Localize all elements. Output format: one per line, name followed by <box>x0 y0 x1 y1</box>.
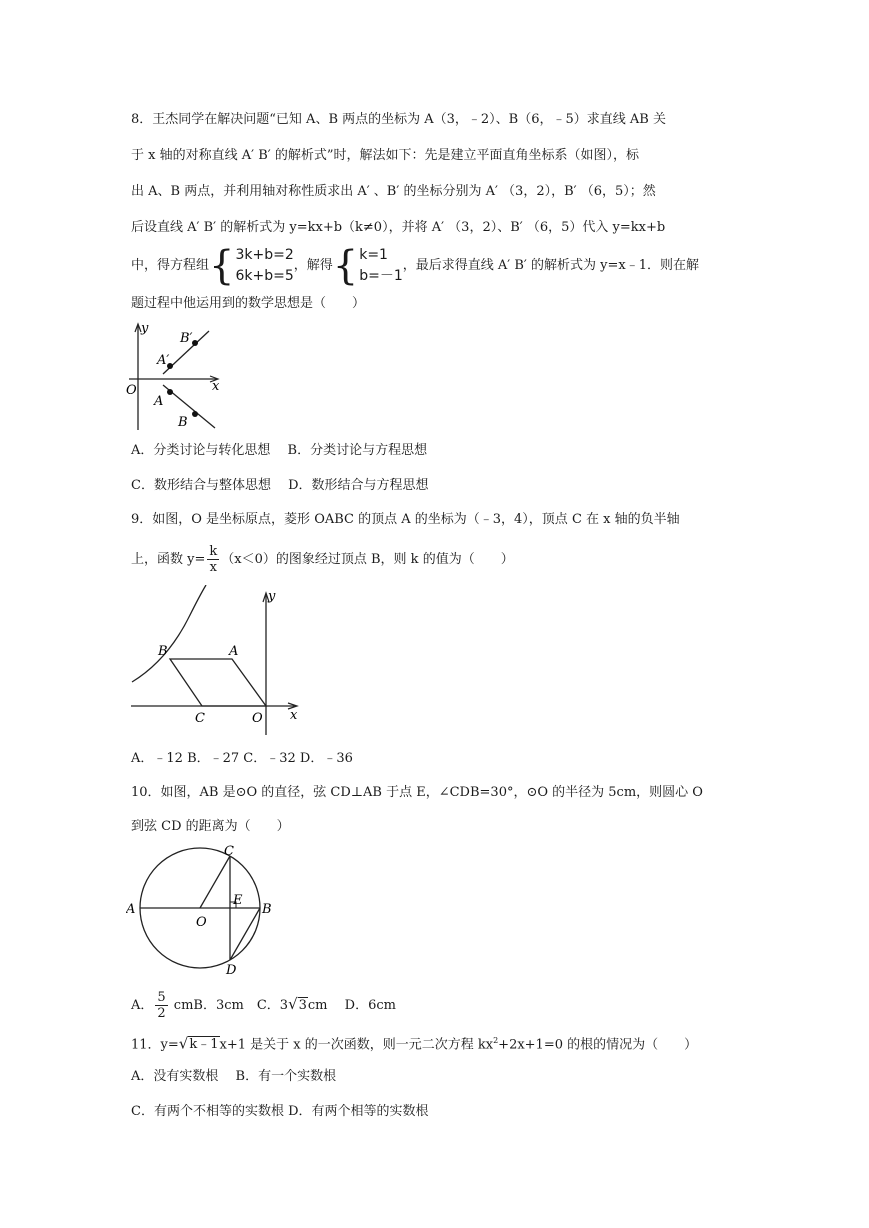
q9-rhombus-figure <box>128 585 306 737</box>
q11-superscript: 2 <box>493 1036 499 1045</box>
q10-line-1: 10．如图，AB 是⊙O 的直径，弦 CD⊥AB 于点 E，∠CDB=30°，⊙O 的半径为 5cm，则圆心 O <box>131 785 703 800</box>
q8-system1-brace: { <box>209 242 235 289</box>
q8-line-6: 题过程中他运用到的数学思想是（ ） <box>131 296 366 311</box>
q11-options-row-2: C．有两个不相等的实数根 D．有两个相等的实数根 <box>131 1104 429 1119</box>
q11-options-row-1: A．没有实数根 B．有一个实数根 <box>131 1069 337 1084</box>
q8-coordinate-figure <box>125 318 230 430</box>
q8-label-a-prime: A′ <box>157 353 170 368</box>
q9-options: A．﹣12 B．﹣27 C．﹣32 D．﹣36 <box>131 751 353 766</box>
q8-point-b <box>192 411 198 417</box>
q10-circle-figure <box>126 843 278 979</box>
q8-line-1: 8．王杰同学在解决问题“已知 A、B 两点的坐标为 A（3，﹣2）、B（6，﹣5）求直线 AB 关 <box>131 112 666 127</box>
q10-label-b: B <box>262 902 272 917</box>
q10-option-a-prefix: A． <box>131 998 154 1013</box>
q9-label-o: O <box>252 711 263 726</box>
q8-label-b-prime: B′ <box>180 331 193 346</box>
q8-point-a <box>167 389 173 395</box>
q8-line-3: 出 A、B 两点，并利用轴对称性质求出 A′ 、B′ 的坐标分别为 A′ （3，2），B′ （6，5）；然 <box>131 184 656 199</box>
q8-options-row-1: A．分类讨论与转化思想 B．分类讨论与方程思想 <box>131 443 428 458</box>
q8-point-b-prime <box>192 340 198 346</box>
q10-option-bc-text: cmB．3cm C．3 <box>169 998 289 1013</box>
q11-line-1-text-a: 11．y= <box>131 1037 179 1053</box>
q8-line-2: 于 x 轴的对称直线 A′ B′ 的解析式”时，解法如下：先是建立平面直角坐标系（如图），标 <box>131 148 639 163</box>
q8-line-5-text-c: ，最后求得直线 A′ B′ 的解析式为 y=x﹣1．则在解 <box>402 258 699 273</box>
q10-label-c: C <box>224 844 234 859</box>
q10-option-a-fraction <box>155 990 167 1021</box>
q8-label-y: y <box>141 321 149 336</box>
q8-line-5-text-a: 中，得方程组 <box>131 258 210 273</box>
q9-line-2 <box>131 540 514 580</box>
q8-line-5-text-b: ，解得 <box>293 258 333 273</box>
q10-label-o: O <box>196 915 207 930</box>
q9-rhombus <box>170 659 266 706</box>
q9-label-a: A <box>229 644 239 659</box>
q10-option-a-den: 2 <box>157 1006 166 1021</box>
q8-label-a: A <box>154 394 164 409</box>
q10-line-2: 到弦 CD 的距离为（ ） <box>131 819 290 834</box>
q9-label-x: x <box>290 708 298 723</box>
q8-label-o: O <box>126 383 137 398</box>
q9-hyperbola <box>132 585 206 682</box>
q10-segment-db <box>230 908 260 960</box>
q9-fraction-den: x <box>209 560 217 575</box>
q8-line-4: 后设直线 A′ B′ 的解析式为 y=kx+b（k≠0），并将 A′ （3，2）、B′ （6，5）代入 y=kx+b <box>131 220 666 235</box>
q10-label-a: A <box>126 902 136 917</box>
q8-system2-brace: { <box>332 242 359 289</box>
q11-line-1-text-c: +2x+1=0 的根的情况为（ ） <box>498 1037 698 1053</box>
q8-system1-eq2: 6k+b=5 <box>235 267 294 284</box>
q8-system1-eq1: 3k+b=2 <box>235 246 294 263</box>
q10-label-e: E <box>233 893 243 908</box>
q11-line-1-text-b: x+1 是关于 x 的一次函数，则一元二次方程 kx <box>219 1037 494 1053</box>
q9-fraction-num: k <box>209 544 218 559</box>
q10-sqrt-symbol: √ <box>288 995 298 1013</box>
q9-label-c: C <box>195 711 205 726</box>
q8-system2-eq2: b=－1 <box>359 267 403 284</box>
q8-equation-system <box>235 245 293 287</box>
q11-sqrt-symbol: √ <box>178 1034 189 1053</box>
q10-options <box>131 986 396 1024</box>
q8-label-b: B <box>178 415 188 430</box>
q8-system2-eq1: k=1 <box>359 246 388 263</box>
q8-line-5 <box>131 244 699 288</box>
q9-line-2-text-b: （x＜0）的图象经过顶点 B，则 k 的值为（ ） <box>221 552 514 567</box>
q8-solution-system <box>359 245 403 287</box>
q11-sqrt-radicand: k﹣1 <box>189 1037 219 1053</box>
q10-label-d: D <box>226 963 237 978</box>
q10-option-cd-text: cm D．6cm <box>307 998 396 1013</box>
q8-options-row-2: C．数形结合与整体思想 D．数形结合与方程思想 <box>131 478 429 493</box>
q9-label-y: y <box>268 589 276 604</box>
q11-line-1 <box>131 1031 697 1055</box>
q10-sqrt-radicand: 3 <box>298 998 307 1013</box>
q9-fraction <box>207 544 219 575</box>
q9-line-1: 9．如图，O 是坐标原点，菱形 OABC 的顶点 A 的坐标为（﹣3，4），顶点 C 在 x 轴的负半轴 <box>131 512 680 527</box>
q10-radius-oc <box>200 856 230 908</box>
q9-line-2-text-a: 上，函数 y= <box>131 552 206 567</box>
q10-option-a-num: 5 <box>157 990 166 1005</box>
q9-label-b: B <box>158 644 168 659</box>
q8-label-x: x <box>212 379 220 394</box>
